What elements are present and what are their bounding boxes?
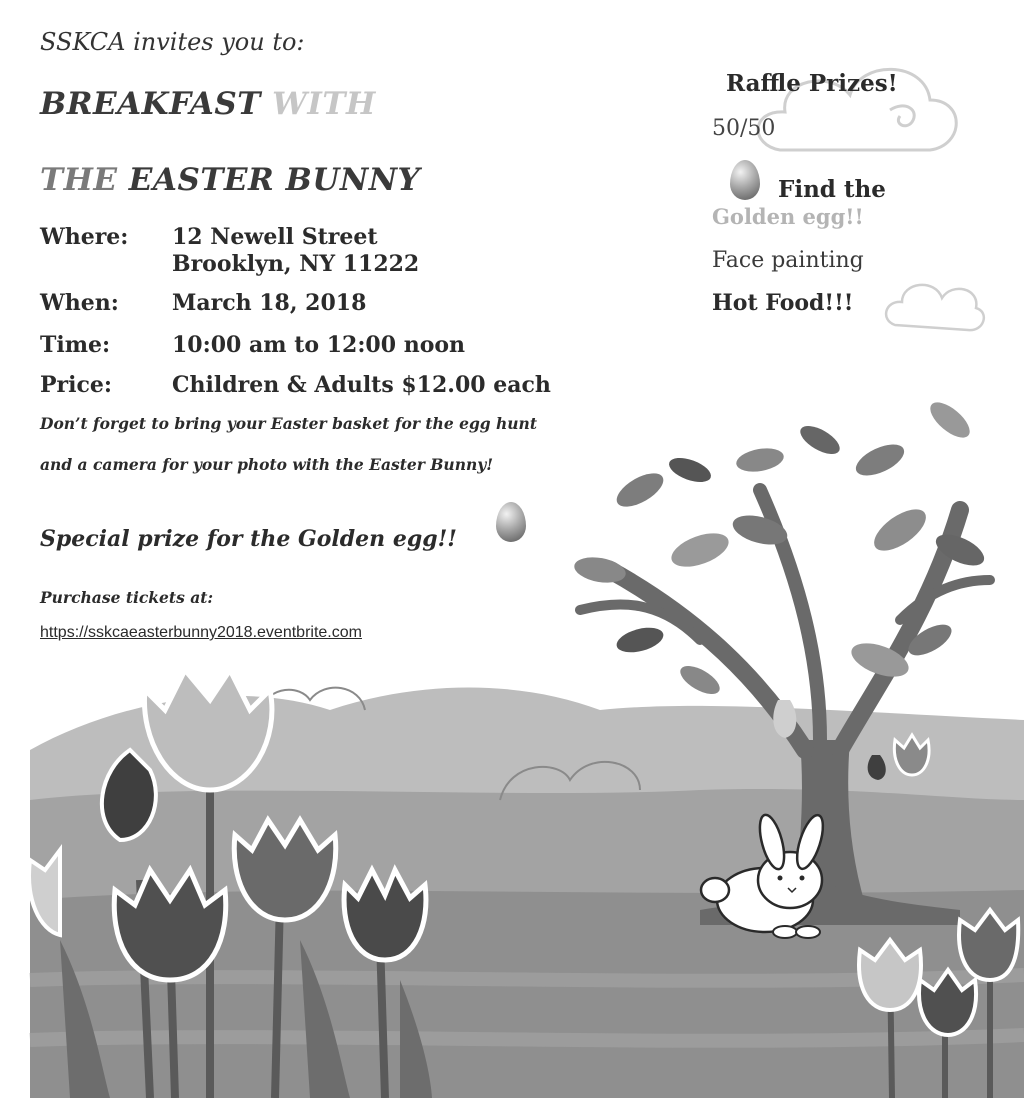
note-camera: and a camera for your photo with the Easter Bunny! bbox=[40, 455, 494, 474]
event-title-line-2 bbox=[40, 162, 420, 198]
purchase-label: Purchase tickets at: bbox=[40, 588, 214, 607]
price-label: Price: bbox=[40, 372, 113, 398]
spring-scene-illustration bbox=[0, 380, 1024, 1098]
title-with: WITH bbox=[272, 86, 376, 122]
where-city: Brooklyn, NY 11222 bbox=[172, 251, 420, 277]
raffle-fifty-fifty: 50/50 bbox=[712, 116, 776, 141]
title-easter-bunny: EASTER BUNNY bbox=[128, 162, 421, 198]
note-basket: Don’t forget to bring your Easter basket for the egg hunt bbox=[40, 414, 537, 433]
golden-egg-icon bbox=[730, 160, 760, 200]
invite-line: SSKCA invites you to: bbox=[40, 28, 305, 56]
ticket-link[interactable]: https://sskcaeasterbunny2018.eventbrite.com bbox=[40, 624, 362, 641]
golden-egg-text: Golden egg!! bbox=[712, 204, 864, 229]
face-painting-text: Face painting bbox=[712, 248, 864, 273]
hot-food-text: Hot Food!!! bbox=[712, 290, 854, 316]
where-street: 12 Newell Street bbox=[172, 224, 378, 250]
raffle-heading: Raffle Prizes! bbox=[726, 70, 898, 97]
special-prize: Special prize for the Golden egg!! bbox=[40, 526, 457, 552]
time-label: Time: bbox=[40, 332, 111, 358]
where-label: Where: bbox=[40, 224, 129, 250]
when-label: When: bbox=[40, 290, 119, 316]
event-title-line-1 bbox=[40, 86, 376, 122]
find-the-text: Find the bbox=[778, 176, 886, 203]
cloud-small-icon bbox=[880, 270, 990, 340]
title-breakfast: BREAKFAST bbox=[40, 86, 261, 122]
price-value: Children & Adults $12.00 each bbox=[172, 372, 551, 398]
time-value: 10:00 am to 12:00 noon bbox=[172, 332, 466, 358]
where-address bbox=[172, 224, 419, 278]
title-the: THE bbox=[40, 162, 118, 198]
when-value: March 18, 2018 bbox=[172, 290, 367, 316]
